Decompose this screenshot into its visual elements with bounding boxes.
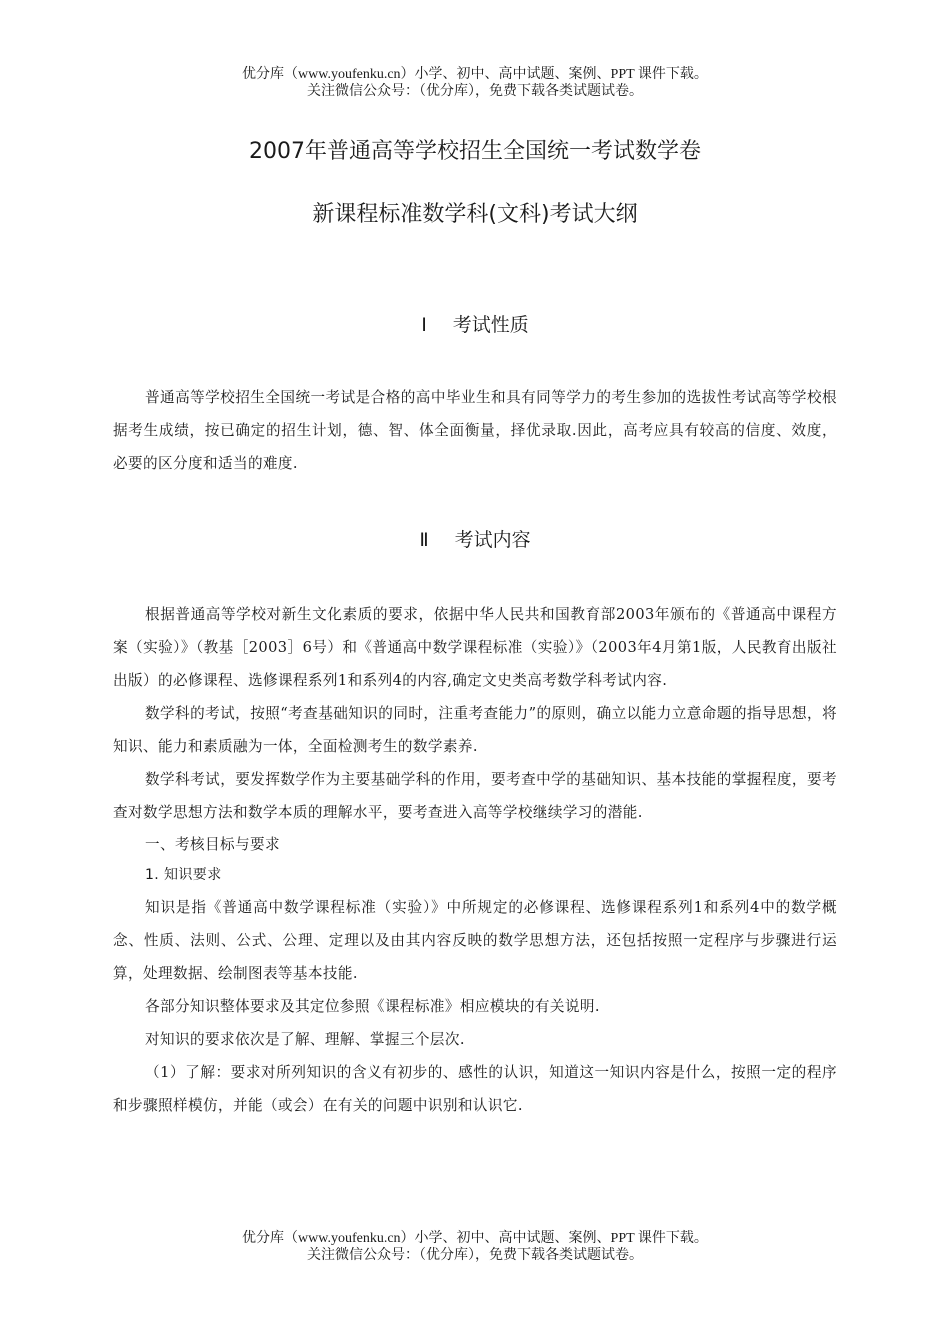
- section-1-body: [113, 381, 837, 480]
- document-subtitle: 新课程标准数学科(文科)考试大纲: [312, 202, 638, 227]
- paragraph: 知识是指《普通高中数学课程标准（实验）》中所规定的必修课程、选修课程系列1和系列4中的数学概念、性质、法则、公式、公理、定理以及由其内容反映的数学思想方法，还包括按照一定程序与步骤进行运算，处理数据、绘制图表等基本技能.: [113, 899, 837, 982]
- footer-promo-line-1: 优分库（www.youfenku.cn）小学、初中、高中试题、案例、PPT 课件下载。: [242, 1231, 708, 1246]
- section-title-2: 考试内容: [454, 529, 531, 551]
- section-heading-2: [0, 527, 950, 553]
- paragraph: 对知识的要求依次是了解、理解、掌握三个层次.: [145, 1031, 465, 1048]
- subsection-heading-1: 一、考核目标与要求: [145, 836, 280, 853]
- section-2-body: [113, 598, 837, 1122]
- header-promo-line-1: 优分库（www.youfenku.cn）小学、初中、高中试题、案例、PPT 课件下载。: [242, 67, 708, 82]
- paragraph: （1）了解：要求对所列知识的含义有初步的、感性的认识，知道这一知识内容是什么，按照一定的程序和步骤照样模仿，并能（或会）在有关的问题中识别和认识它.: [113, 1064, 837, 1114]
- section-number-2: Ⅱ: [419, 529, 429, 551]
- page-header-promo: [0, 66, 950, 100]
- paragraph: 数学科的考试，按照“考查基础知识的同时，注重考查能力”的原则，确立以能力立意命题的指导思想，将知识、能力和素质融为一体，全面检测考生的数学素养.: [113, 705, 837, 755]
- section-title-1: 考试性质: [452, 314, 529, 336]
- paragraph: 普通高等学校招生全国统一考试是合格的高中毕业生和具有同等学力的考生参加的选拔性考试高等学校根据考生成绩，按已确定的招生计划，德、智、体全面衡量，择优录取.因此，高考应具有较高的信度、效度，必要的区分度和适当的难度.: [113, 389, 837, 472]
- footer-promo-line-2: 关注微信公众号：（优分库），免费下载各类试题试卷。: [307, 1248, 643, 1263]
- paragraph: 各部分知识整体要求及其定位参照《课程标准》相应模块的有关说明.: [145, 998, 600, 1015]
- page-footer-promo: [0, 1230, 950, 1264]
- subsection-heading-2: 1. 知识要求: [145, 867, 222, 883]
- paragraph: 根据普通高等学校对新生文化素质的要求，依据中华人民共和国教育部2003年颁布的《普通高中课程方案（实验）》（教基［2003］6号）和《普通高中数学课程标准（实验）》（2003年4月第1版，人民教育出版社出版）的必修课程、选修课程系列1和系列4的内容,确定文史类高考数学科考试内容.: [113, 606, 837, 689]
- paragraph: 数学科考试，要发挥数学作为主要基础学科的作用，要考查中学的基础知识、基本技能的掌握程度，要考查对数学思想方法和数学本质的理解水平，要考查进入高等学校继续学习的潜能.: [113, 771, 837, 821]
- header-promo-line-2: 关注微信公众号：（优分库），免费下载各类试题试卷。: [307, 84, 643, 99]
- section-number-1: Ⅰ: [421, 314, 427, 336]
- document-main-title: 2007年普通高等学校招生全国统一考试数学卷: [249, 139, 701, 164]
- section-heading-1: [0, 312, 950, 338]
